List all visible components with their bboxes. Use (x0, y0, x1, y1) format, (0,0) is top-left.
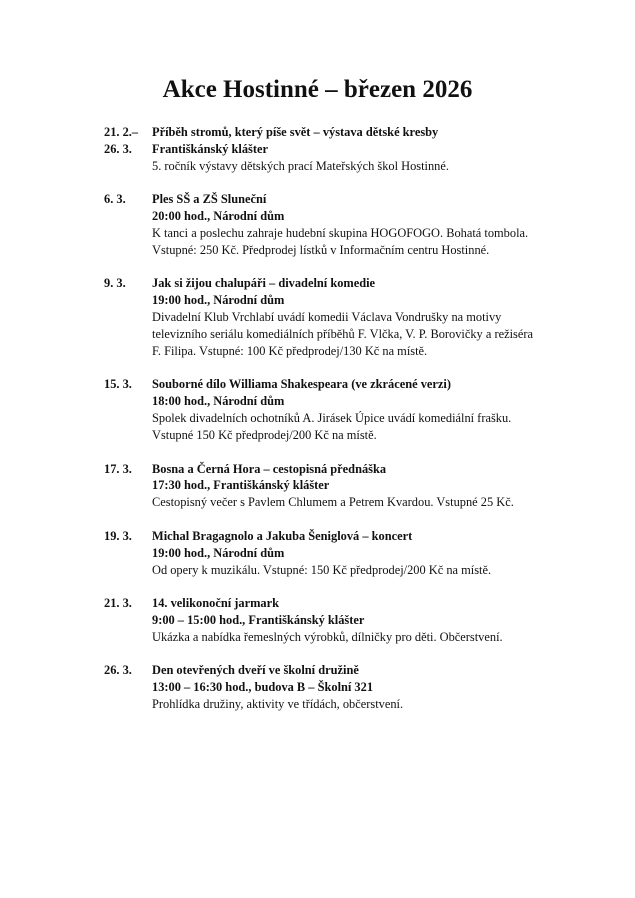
event-description-line: F. Filipa. Vstupné: 100 Kč předprodej/130 Kč na místě. (152, 343, 428, 358)
event-description-line: Od opery k muzikálu. Vstupné: 150 Kč předprodej/200 Kč na místě. (152, 562, 492, 577)
event-body (152, 275, 584, 360)
event-body (152, 191, 584, 259)
event-item (104, 662, 584, 713)
event-name: Příběh stromů, který píše svět – výstava dětské kresby (152, 125, 439, 139)
event-name: Bosna a Černá Hora – cestopisná přednáška (152, 461, 387, 476)
event-time-place: 17:30 hod., Františkánský klášter (152, 478, 330, 493)
event-body (152, 461, 584, 512)
event-time-place: 18:00 hod., Národní dům (152, 394, 285, 409)
event-item (104, 376, 584, 444)
event-description-line: 5. ročník výstavy dětských prací Mateřských škol Hostinné. (152, 158, 449, 173)
event-description-line: Vstupné: 250 Kč. Předprodej lístků v Informačním centru Hostinné. (152, 242, 490, 257)
event-name: 14. velikonoční jarmark (152, 595, 279, 610)
event-body (152, 595, 584, 646)
event-time-place: 20:00 hod., Národní dům (152, 209, 285, 224)
event-description-line: Divadelní Klub Vrchlabí uvádí komedii Václava Vondrušky na motivy (152, 310, 502, 325)
event-description-line: Spolek divadelních ochotníků A. Jirásek Úpice uvádí komediální frašku. (152, 411, 512, 426)
event-date: 9. 3. (104, 276, 126, 291)
event-description-line: Vstupné 150 Kč předprodej/200 Kč na místě. (152, 428, 377, 443)
event-item (104, 461, 584, 512)
event-time-place: 13:00 – 16:30 hod., budova B – Školní 321 (152, 680, 374, 695)
event-item (104, 528, 584, 579)
event-name: Jak si žijou chalupáři – divadelní komedie (152, 276, 376, 291)
event-date: 15. 3. (104, 377, 132, 392)
event-description-line: Ukázka a nabídka řemeslných výrobků, dílničky pro děti. Občerstvení. (152, 629, 503, 644)
event-item (104, 191, 584, 259)
event-time-place: Františkánský klášter (152, 141, 269, 156)
event-body (152, 528, 584, 579)
event-description-line: Cestopisný večer s Pavlem Chlumem a Petrem Kvardou. Vstupné 25 Kč. (152, 495, 514, 510)
event-item (104, 595, 584, 646)
event-body (152, 662, 584, 713)
page-title: Akce Hostinné – březen 2026 (162, 76, 473, 103)
event-name: Den otevřených dveří ve školní družině (152, 663, 359, 678)
event-list (104, 124, 584, 729)
event-description-line: K tanci a poslechu zahraje hudební skupina HOGOFOGO. Bohatá tombola. (152, 226, 529, 241)
event-time-place: 19:00 hod., Národní dům (152, 545, 285, 560)
event-name: Michal Bragagnolo a Jakuba Šeniglová – koncert (152, 528, 413, 543)
event-item (104, 275, 584, 360)
event-description-line: televizního seriálu komediálních příběhů F. Vlčka, V. P. Borovičky a režiséra (152, 327, 533, 342)
event-date: 21. 3. (104, 595, 132, 610)
event-name: Souborné dílo Williama Shakespeara (ve zkrácené verzi) (152, 377, 451, 392)
event-body (152, 376, 584, 444)
event-item (104, 124, 584, 175)
event-date: 26. 3. (104, 663, 132, 678)
event-date: 21. 2.–26. 3. (104, 125, 139, 156)
event-body (152, 124, 584, 175)
event-description-line: Prohlídka družiny, aktivity ve třídách, občerstvení. (152, 696, 404, 711)
event-date: 6. 3. (104, 192, 126, 207)
event-time-place: 19:00 hod., Národní dům (152, 293, 285, 308)
event-date: 17. 3. (104, 461, 132, 476)
event-date: 19. 3. (104, 528, 132, 543)
event-name: Ples SŠ a ZŠ Sluneční (152, 192, 267, 207)
event-time-place: 9:00 – 15:00 hod., Františkánský klášter (152, 612, 365, 627)
